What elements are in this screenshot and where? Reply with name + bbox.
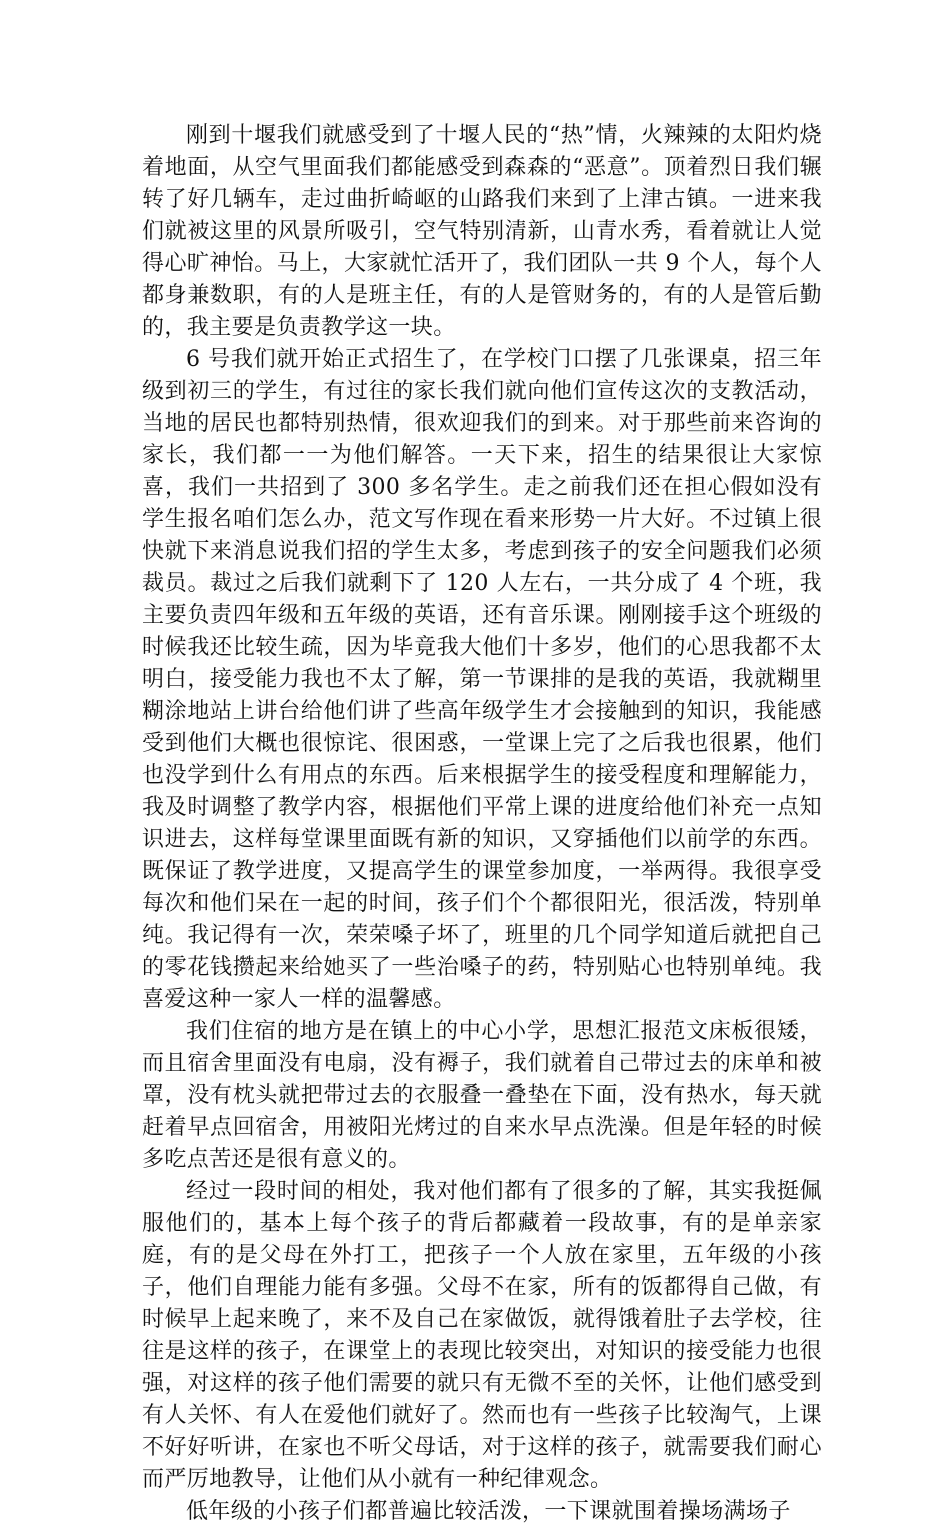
document-body bbox=[142, 120, 822, 1528]
paragraph-enrollment: 6 号我们就开始正式招生了，在学校门口摆了几张课桌，招三年级到初三的学生，有过往的家长我们就向他们宣传这次的支教活动，当地的居民也都特别热情，很欢迎我们的到来。对于那些前来咨询的家长，我们都一一为他们解答。一天下来，招生的结果很让大家惊喜，我们一共招到了 300 多名学生。走之前我们还在担心假如没有学生报名咱们怎么办，范文写作现在看来形势一片大好。不过镇上很快就下来消息说我们招的学生太多，考虑到孩子的安全问题我们必须裁员。裁过之后我们就剩下了 120 人左右，一共分成了 4 个班，我主要负责四年级和五年级的英语，还有音乐课。刚刚接手这个班级的时候我还比较生疏，因为毕竟我大他们十多岁，他们的心思我都不太明白，接受能力我也不太了解，第一节课排的是我的英语，我就糊里糊涂地站上讲台给他们讲了些高年级学生才会接触到的知识，我能感受到他们大概也很惊诧、很困惑，一堂课上完了之后我也很累，他们也没学到什么有用点的东西。后来根据学生的接受程度和理解能力，我及时调整了教学内容，根据他们平常上课的进度给他们补充一点知识进去，这样每堂课里面既有新的知识，又穿插他们以前学的东西。既保证了教学进度，又提高学生的课堂参加度，一举两得。我很享受每次和他们呆在一起的时间，孩子们个个都很阳光，很活泼，特别单纯。我记得有一次，荣荣嗓子坏了，班里的几个同学知道后就把自己的零花钱攒起来给她买了一些治嗓子的药，特别贴心也特别单纯。我喜爱这种一家人一样的温馨感。 bbox=[142, 347, 822, 1012]
paragraph-lower-grades: 低年级的小孩子们都普遍比较活泼，一下课就围着操场满场子 bbox=[186, 1499, 791, 1524]
paragraph-arrival: 刚到十堰我们就感受到了十堰人民的“热”情，火辣辣的太阳灼烧着地面，从空气里面我们都能感受到森森的“恶意”。顶着烈日我们辗转了好几辆车，走过曲折崎岖的山路我们来到了上津古镇。一进来我们就被这里的风景所吸引，空气特别清新，山青水秀，看着就让人觉得心旷神怡。马上，大家就忙活开了，我们团队一共 9 个人，每个人都身兼数职，有的人是班主任，有的人是管财务的，有的人是管后勤的，我主要是负责教学这一块。 bbox=[142, 123, 822, 340]
paragraph-children-stories: 经过一段时间的相处，我对他们都有了很多的了解，其实我挺佩服他们的，基本上每个孩子的背后都藏着一段故事，有的是单亲家庭，有的是父母在外打工，把孩子一个人放在家里，五年级的小孩子，他们自理能力能有多强。父母不在家，所有的饭都得自己做，有时候早上起来晚了，来不及自己在家做饭，就得饿着肚子去学校，往往是这样的孩子，在课堂上的表现比较突出，对知识的接受能力也很强，对这样的孩子他们需要的就只有无微不至的关怀，让他们感受到有人关怀、有人在爱他们就好了。然而也有一些孩子比较淘气，上课不好好听讲，在家也不听父母话，对于这样的孩子，就需要我们耐心而严厉地教导，让他们从小就有一种纪律观念。 bbox=[142, 1179, 822, 1492]
paragraph-dormitory: 我们住宿的地方是在镇上的中心小学，思想汇报范文床板很矮，而且宿舍里面没有电扇，没有褥子，我们就着自己带过去的床单和被罩，没有枕头就把带过去的衣服叠一叠垫在下面，没有热水，每天就赶着早点回宿舍，用被阳光烤过的自来水早点洗澡。但是年轻的时候多吃点苦还是很有意义的。 bbox=[142, 1019, 822, 1172]
